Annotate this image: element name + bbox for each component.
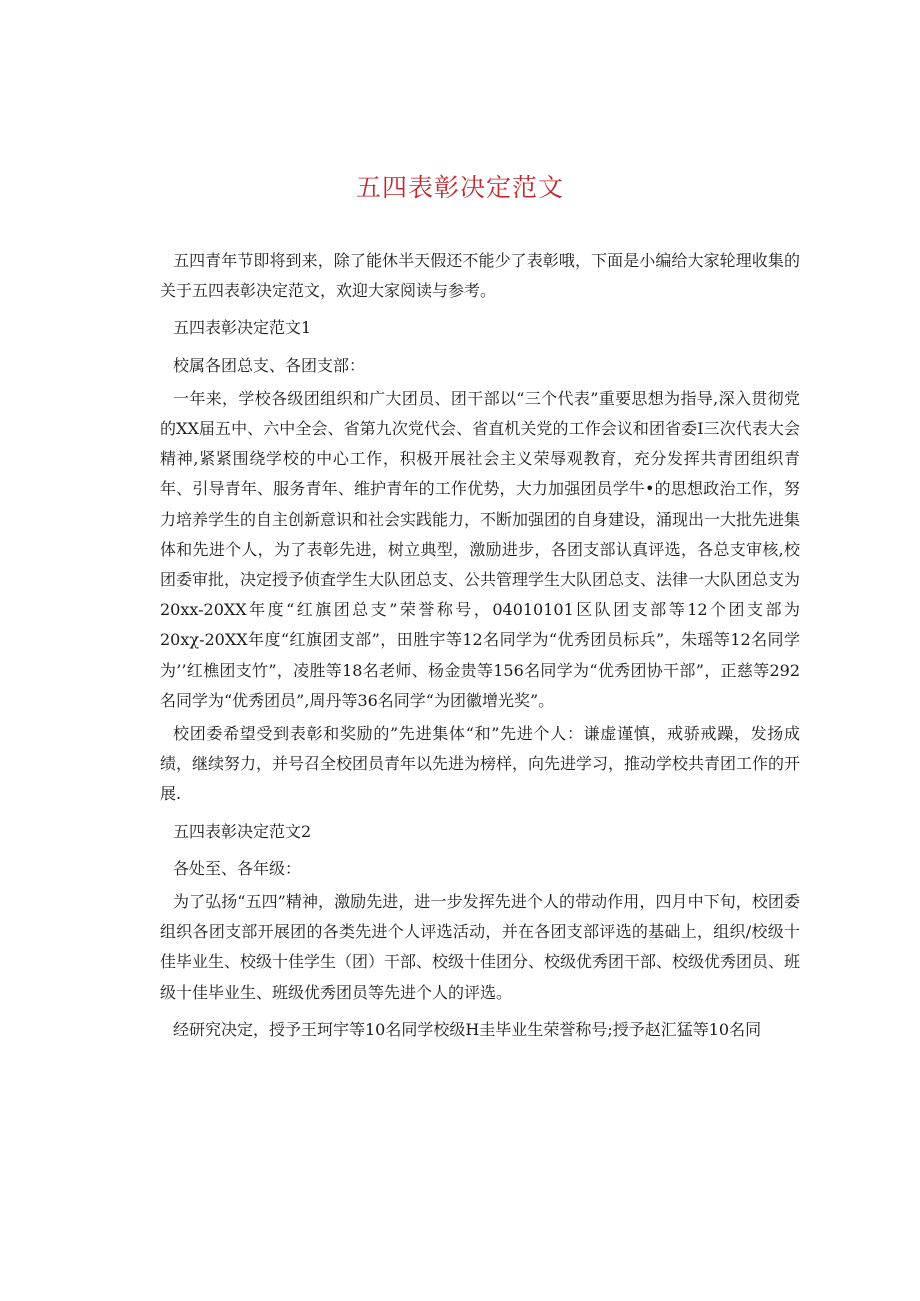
body-paragraph-3: 为了弘扬“五四”精神，激励先进，进一步发挥先进个人的带动作用，四月中下旬，校团委组织各团支部开展团的各类先进个人评选活动，并在各团支部评选的基础上，组织/校级十佳毕业生、校级十佳学生（团）干部、校级十佳团分、校级优秀团干部、校级优秀团员、班级十佳毕业生、班级优秀团员等先进个人的评选。 [160,892,801,1002]
salutation-2: 各处至、各年级： [173,858,302,878]
document-title: 五四表彰决定范文 [355,173,564,202]
intro-paragraph: 五四青年节即将到来，除了能休半天假还不能少了表彰哦，下面是小编给大家轮理收集的关于五四表彰决定范文，欢迎大家阅读与参考。 [160,251,800,301]
document-body [160,246,800,1045]
body-paragraph-4: 经研究决定，授予王珂宇等10名同学校级H圭毕业生荣誉称号;授予赵汇猛等10名同 [173,1019,762,1039]
body-paragraph-2: 校团委希望受到表彰和奖励的”先进集体“和”先进个人：谦虚谨慎，戒骄戒躁，发扬成绩，继续努力，并号召全校团员青年以先进为榜样，向先进学习，推动学校共青团工作的开展. [160,724,801,804]
body-paragraph-1: 一年来，学校各级团组织和广大团员、团干部以“三个代表”重要思想为指导,深入贯彻党的XX届五中、六中全会、省第九次党代会、省直机关党的工作会议和团省委I三次代表大会精神,紧紧围绕学校的中心工作，积极开展社会主义荣辱观教育，充分发挥共青团组织青年、引导青年、服务青年、维护青年的工作优势，大力加强团员学牛•的思想政治工作，努力培养学生的自主创新意识和社会实践能力，不断加强团的自身建设，涌现出一大批先进集体和先进个人，为了表彰先进，树立典型，激励进步，各团支部认真评选，各总支审核,校团委审批，决定授予侦査学生大队团总支、公共管理学生大队团总支、法律一大队团总支为20xx-20XX年度“红旗团总支”荣誉称号，04010101区队团支部等12个团支部为20xχ-20XX年度“红旗团支部”，田胜宇等12名同学为“优秀团员标兵”，朱瑶等12名同学为’’红樵团支竹”，凌胜等18名老师、杨金贵等156名同学为“优秀团协干部”，正慈等292名同学为“优秀团员”,周丹等36名同学“为团徽增光奖”。 [160,388,801,710]
section-heading-1: 五四表彰决定范文1 [173,318,312,338]
section-heading-2: 五四表彰决定范文2 [173,821,312,841]
salutation-1: 校属各团总支、各团支部： [173,355,366,375]
